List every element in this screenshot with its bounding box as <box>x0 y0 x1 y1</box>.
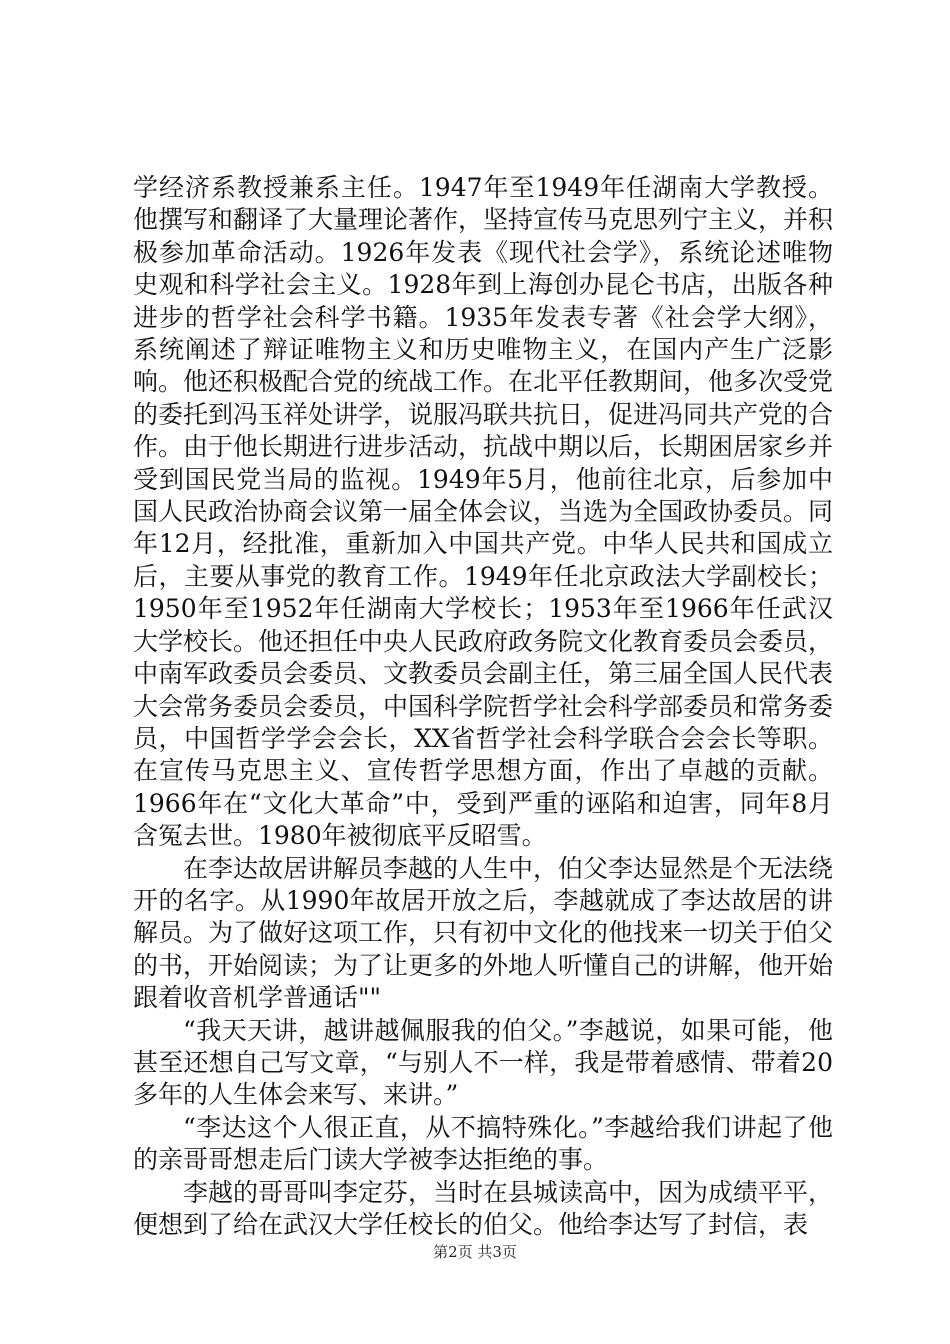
body-text <box>133 172 833 1241</box>
paragraph-biography-continued: 学经济系教授兼系主任。1947年至1949年任湖南大学教授。他撰写和翻译了大量理论著作，坚持宣传马克思列宁主义，并积极参加革命活动。1926年发表《现代社会学》，系统论述唯物史观和科学社会主义。1928年到上海创办昆仑书店，出版各种进步的哲学社会科学书籍。1935年发表专著《社会学大纲》，系统阐述了辩证唯物主义和历史唯物主义，在国内产生广泛影响。他还积极配合党的统战工作。在北平任教期间，他多次受党的委托到冯玉祥处讲学，说服冯联共抗日，促进冯同共产党的合作。由于他长期进行进步活动，抗战中期以后，长期困居家乡并受到国民党当局的监视。1949年5月，他前往北京，后参加中国人民政治协商会议第一届全体会议，当选为全国政协委员。同年12月，经批准，重新加入中国共产党。中华人民共和国成立后，主要从事党的教育工作。1949年任北京政法大学副校长；1950年至1952年任湖南大学校长；1953年至1966年任武汉大学校长。他还担任中央人民政府政务院文化教育委员会委员，中南军政委员会委员、文教委员会副主任，第三届全国人民代表大会常务委员会委员，中国科学院哲学社会科学部委员和常务委员，中国哲学学会会长，XX省哲学社会科学联合会会长等职。在宣传马克思主义、宣传哲学思想方面，作出了卓越的贡献。1966年在“文化大革命”中，受到严重的诬陷和迫害，同年8月含冤去世。1980年被彻底平反昭雪。 <box>133 173 834 851</box>
paragraph-brother-story: 李越的哥哥叫李定芬，当时在县城读高中，因为成绩平平，便想到了给在武汉大学任校长的伯父。他给李达写了封信，表 <box>133 1177 834 1239</box>
paragraph-quote-admire: “我天天讲，越讲越佩服我的伯父。”李越说，如果可能，他甚至还想自己写文章，“与别人不一样，我是带着感情、带着20多年的人生体会来写、来讲。” <box>133 1015 833 1110</box>
paragraph-li-yue-guide: 在李达故居讲解员李越的人生中，伯父李达显然是个无法绕开的名字。从1990年故居开放之后，李越就成了李达故居的讲解员。为了做好这项工作，只有初中文化的他找来一切关于伯父的书，开始阅读；为了让更多的外地人听懂自己的讲解，他开始跟着收音机学普通话"" <box>133 853 834 1013</box>
page-footer: 第2页 共3页 <box>433 1243 517 1261</box>
paragraph-quote-upright: “李达这个人很正直，从不搞特殊化。”李越给我们讲起了他的亲哥哥想走后门读大学被李达拒绝的事。 <box>133 1112 833 1175</box>
